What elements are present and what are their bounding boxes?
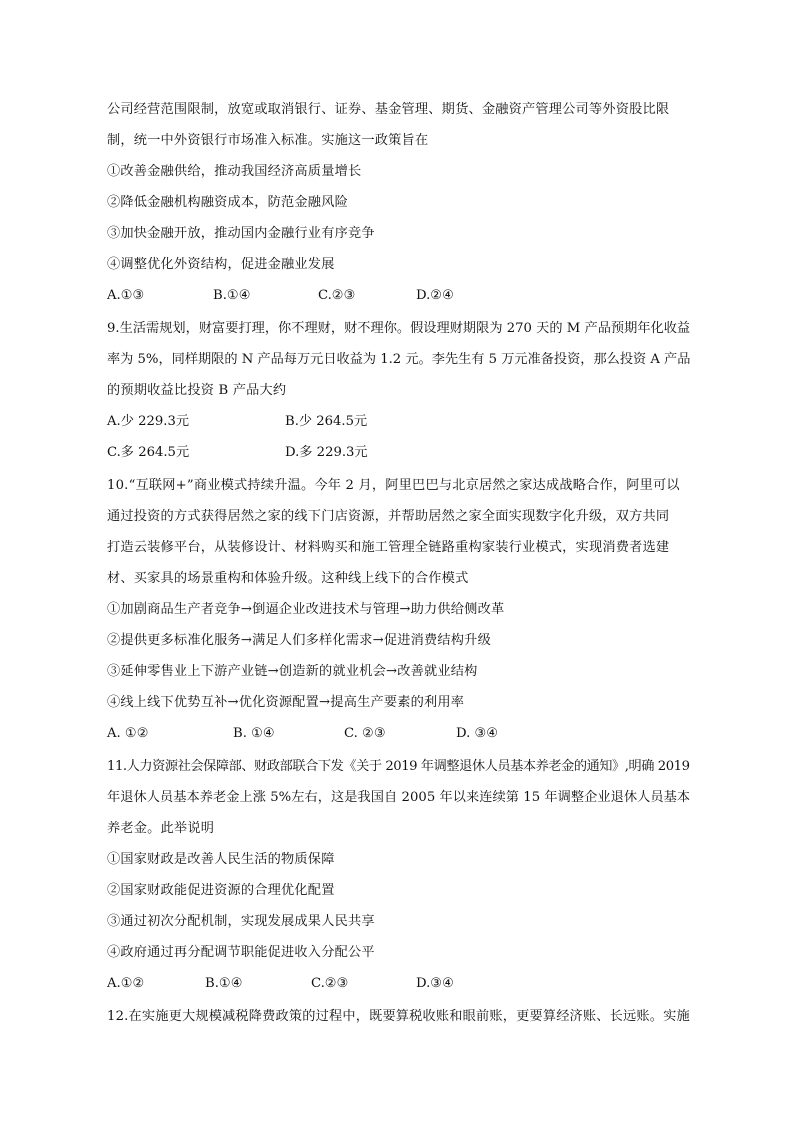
- q10-stem-line-3: 打造云装修平台，从装修设计、材料购买和施工管理全链路重构家装行业模式，实现消费者选建: [107, 540, 670, 555]
- q9-option-b: B.少 264.5元: [285, 414, 368, 429]
- q8-stem-line-2: 制，统一中外资银行市场准入标准。实施这一政策旨在: [107, 133, 429, 148]
- q9-stem-line-2: 率为 5%，同样期限的 N 产品每万元日收益为 1.2 元。李先生有 5 万元准备投资，那么投资 A 产品: [107, 352, 691, 367]
- q10-statement-3: ③延伸零售业上下游产业链→创造新的就业机会→改善就业结构: [107, 664, 478, 679]
- q10-statement-1: ①加剧商品生产者竞争→倒逼企业改进技术与管理→助力供给侧改革: [107, 602, 505, 617]
- q11-option-a: A.①②: [107, 976, 145, 991]
- q10-option-a: A. ①②: [107, 726, 149, 741]
- q11-stem-line-2: 年退休人员基本养老金上涨 5%左右，这是我国自 2005 年以来连续第 15 年调整企业退休人员基本: [107, 790, 691, 805]
- q10-stem-line-4: 材、买家具的场景重构和体验升级。这种线上线下的合作模式: [107, 571, 469, 586]
- q11-option-b: B.①④: [205, 976, 243, 991]
- q9-option-d: D.多 229.3元: [285, 445, 368, 460]
- q10-stem-line-1: 10.“互联网+”商业模式持续升温。今年 2 月，阿里巴巴与北京居然之家达成战略合作，阿里可以: [107, 478, 680, 493]
- q11-stem-line-3: 养老金。此举说明: [107, 821, 215, 836]
- q9-stem-line-1: 9.生活需规划，财富要打理，你不理财，财不理你。假设理财期限为 270 天的 M 产品预期年化收益: [107, 321, 691, 336]
- q10-statement-4: ④线上线下优势互补→优化资源配置→提高生产要素的利用率: [107, 695, 465, 710]
- q11-option-c: C.②③: [311, 976, 349, 991]
- q11-statement-4: ④政府通过再分配调节职能促进收入分配公平: [107, 945, 375, 960]
- q11-option-d: D.③④: [416, 976, 454, 991]
- q8-stem-line-1: 公司经营范围限制，放宽或取消银行、证券、基金管理、期货、金融资产管理公司等外资股比限: [107, 102, 670, 117]
- q8-option-d: D.②④: [416, 288, 454, 303]
- q12-stem-line-1: 12.在实施更大规模减税降费政策的过程中，既要算税收账和眼前账，更要算经济账、长远账。实施: [107, 1009, 690, 1024]
- q8-statement-3: ③加快金融开放，推动国内金融行业有序竞争: [107, 226, 375, 241]
- q10-option-b: B. ①④: [233, 726, 275, 741]
- q8-option-c: C.②③: [318, 288, 356, 303]
- q10-stem-line-2: 通过投资的方式获得居然之家的线下门店资源，并帮助居然之家全面实现数字化升级，双方共同: [107, 509, 670, 524]
- q8-statement-4: ④调整优化外资结构，促进金融业发展: [107, 257, 335, 272]
- q11-stem-line-1: 11.人力资源社会保障部、财政部联合下发《关于 2019 年调整退休人员基本养老金的通知》,明确 2019: [107, 759, 690, 774]
- q8-statement-2: ②降低金融机构融资成本，防范金融风险: [107, 195, 348, 210]
- q11-statement-2: ②国家财政能促进资源的合理优化配置: [107, 883, 335, 898]
- q9-stem-line-3: 的预期收益比投资 B 产品大约: [107, 383, 287, 398]
- q11-statement-1: ①国家财政是改善人民生活的物质保障: [107, 852, 335, 867]
- q8-statement-1: ①改善金融供给，推动我国经济高质量增长: [107, 164, 362, 179]
- q9-option-a: A.少 229.3元: [107, 414, 190, 429]
- q10-option-c: C. ②③: [344, 726, 386, 741]
- q9-option-c: C.多 264.5元: [107, 445, 190, 460]
- q8-option-a: A.①③: [107, 288, 145, 303]
- q10-option-d: D. ③④: [456, 726, 499, 741]
- q11-statement-3: ③通过初次分配机制，实现发展成果人民共享: [107, 914, 375, 929]
- q8-option-b: B.①④: [213, 288, 251, 303]
- q10-statement-2: ②提供更多标准化服务→满足人们多样化需求→促进消费结构升级: [107, 633, 491, 648]
